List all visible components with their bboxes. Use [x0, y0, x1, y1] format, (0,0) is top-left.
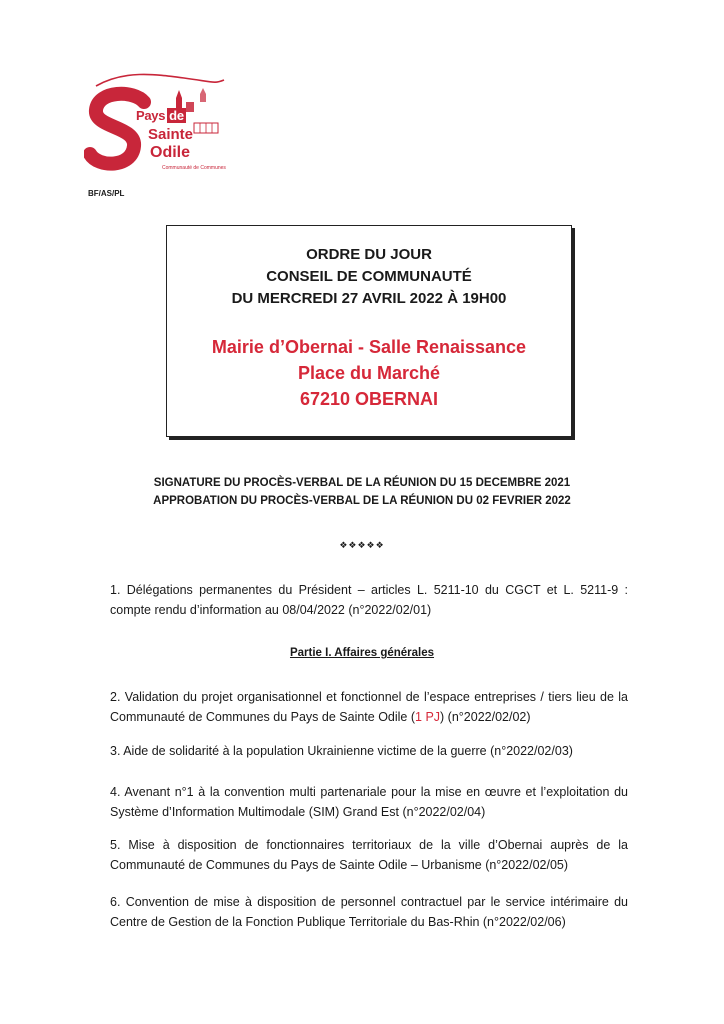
agenda-item-2-text-b: ) (n°2022/02/02): [440, 710, 531, 724]
logo-graphic: [84, 68, 234, 180]
agenda-item-6: 6. Convention de mise à disposition de personnel contractuel par le service intérimaire du Centre de Gestion de la Fonction Publique Territoriale du Bas-Rhin (n°2022/02/06): [110, 895, 628, 929]
agenda-item-5: 5. Mise à disposition de fonctionnaires territoriaux de la ville d’Obernai auprès de la Communauté de Communes du Pays de Sainte Odile – Urbanisme (n°2022/02/05): [110, 838, 628, 872]
approval-minutes-line: APPROBATION DU PROCÈS-VERBAL DE LA RÉUNION DU 02 FEVRIER 2022: [153, 495, 571, 507]
signature-minutes-line: SIGNATURE DU PROCÈS-VERBAL DE LA RÉUNION DU 15 DECEMBRE 2021: [153, 477, 571, 489]
agenda-item-2-text-a: 2. Validation du projet organisationnel et fonctionnel de l’espace entreprises / tiers lieu de la Communauté de Communes du Pays de Sainte Odile (: [110, 690, 628, 724]
venue-line-2: Place du Marché: [297, 363, 441, 383]
agenda-title: ORDRE DU JOUR: [306, 246, 432, 263]
section-title: Partie I. Affaires générales: [289, 647, 435, 659]
agenda-item-3: 3. Aide de solidarité à la population Ukrainienne victime de la guerre (n°2022/02/03): [110, 744, 573, 758]
meeting-date: DU MERCREDI 27 AVRIL 2022 À 19H00: [231, 290, 507, 307]
pays-de-sainte-odile-logo: [84, 68, 234, 180]
document-reference: BF/AS/PL: [88, 189, 125, 198]
logo-sainte: Sainte: [148, 126, 194, 143]
logo-odile: Odile: [150, 144, 191, 161]
agenda-item-4: 4. Avenant n°1 à la convention multi partenariale pour la mise en œuvre et l’exploitation du Système d’Information Multimodale (SIM) Grand Est (n°2022/02/04): [110, 785, 628, 819]
logo-pays: Pays: [136, 108, 166, 123]
venue-line-1: Mairie d’Obernai - Salle Renaissance: [211, 337, 527, 357]
diamond-separator: ❖❖❖❖❖: [339, 540, 385, 550]
logo-subtitle: Communauté de Communes: [162, 165, 226, 171]
council-title: CONSEIL DE COMMUNAUTÉ: [266, 268, 472, 285]
agenda-item-2: [110, 687, 628, 727]
attachment-count: 1 PJ: [415, 710, 441, 724]
logo-de: de: [169, 108, 184, 123]
meeting-venue: [167, 334, 571, 412]
venue-line-3: 67210 OBERNAI: [299, 389, 439, 409]
logo-pays-text: [136, 108, 186, 123]
agenda-item-1: 1. Délégations permanentes du Président – articles L. 5211-10 du CGCT et L. 5211-9 : compte rendu d’information au 08/04/2022 (n°2022/02/01): [110, 583, 628, 617]
meeting-header-box: [166, 225, 572, 437]
